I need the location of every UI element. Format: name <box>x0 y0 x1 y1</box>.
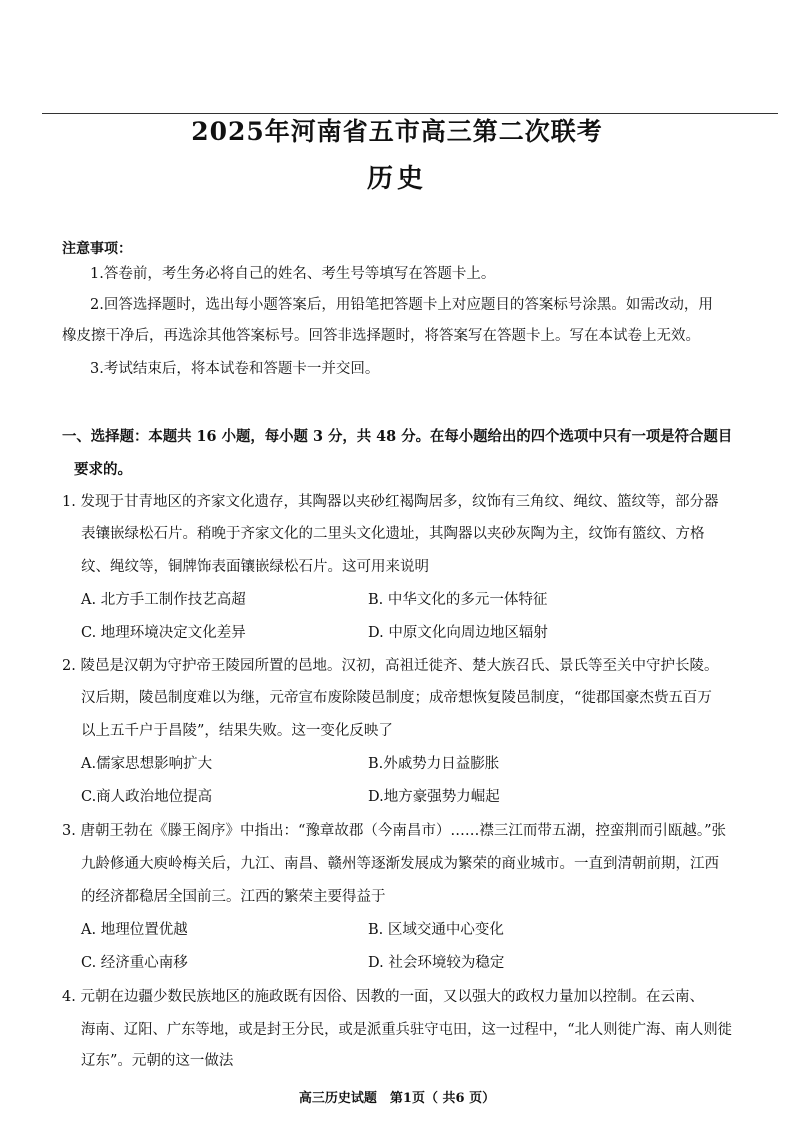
q1-option-a: A. 北方手工制作技艺高超 <box>81 592 246 608</box>
q2-stem-line-3: 以上五千户于昌陵”，结果失败。这一变化反映了 <box>81 723 393 739</box>
q3-option-d: D. 社会环境较为稳定 <box>368 955 505 971</box>
section-heading-line-2: 要求的。 <box>74 461 132 478</box>
notice-item-1: 1.答卷前，考生务必将自己的姓名、考生号等填写在答题卡上。 <box>90 266 496 282</box>
q1-option-d: D. 中原文化向周边地区辐射 <box>368 625 548 641</box>
q3-stem-line-2: 九龄修通大庾岭梅关后，九江、南昌、赣州等逐渐发展成为繁荣的商业城市。一直到清朝前期，江西 <box>81 856 719 872</box>
q2-option-d: D.地方豪强势力崛起 <box>368 789 500 805</box>
notice-heading: 注意事项： <box>62 241 132 257</box>
q3-stem-line-3: 的经济都稳居全国前三。江西的繁荣主要得益于 <box>81 889 386 905</box>
q2-stem-line-1: 2. 陵邑是汉朝为守护帝王陵园所置的邑地。汉初，高祖迁徙齐、楚大族召氏、景氏等至关中守护长陵。 <box>62 658 719 674</box>
q2-option-a: A.儒家思想影响扩大 <box>81 756 213 772</box>
q4-stem-line-1: 4. 元朝在边疆少数民族地区的施政既有因俗、因教的一面，又以强大的政权力量加以控制。在云南、 <box>62 989 704 1005</box>
q1-option-b: B. 中华文化的多元一体特征 <box>368 592 548 608</box>
q3-option-b: B. 区域交通中心变化 <box>368 922 504 938</box>
notice-item-3: 3.考试结束后，将本试卷和答题卡一并交回。 <box>90 361 380 377</box>
q2-option-b: B.外戚势力日益膨胀 <box>368 756 500 772</box>
section-heading-line-1: 一、选择题：本题共 16 小题，每小题 3 分，共 48 分。在每小题给出的四个选项中只有一项是符合题目 <box>62 428 733 445</box>
q2-stem-line-2: 汉后期，陵邑制度难以为继，元帝宣布废除陵邑制度；成帝想恢复陵邑制度，“徙郡国豪杰赀五百万 <box>81 690 712 706</box>
q4-stem-line-3: 辽东”。元朝的这一做法 <box>81 1053 234 1069</box>
q1-option-c: C. 地理环境决定文化差异 <box>81 625 246 641</box>
subject-title: 历史 <box>366 164 427 194</box>
q1-stem-line-1: 1. 发现于甘青地区的齐家文化遗存，其陶器以夹砂红褐陶居多，纹饰有三角纹、绳纹、篮纹等，部分器 <box>62 494 719 510</box>
notice-item-2-line-1: 2.回答选择题时，选出每小题答案后，用铅笔把答题卡上对应题目的答案标号涂黑。如需改动，用 <box>90 297 713 313</box>
exam-title: 2025年河南省五市高三第二次联考 <box>191 117 603 146</box>
q1-stem-line-2: 表镶嵌绿松石片。稍晚于齐家文化的二里头文化遗址，其陶器以夹砂灰陶为主，纹饰有篮纹、方格 <box>81 526 705 542</box>
notice-item-2-line-2: 橡皮擦干净后，再选涂其他答案标号。回答非选择题时，将答案写在答题卡上。写在本试卷上无效。 <box>62 328 700 344</box>
page-footer: 高三历史试题 第1页（ 共6 页） <box>298 1091 496 1106</box>
q4-stem-line-2: 海南、辽阳、广东等地，或是封王分民，或是派重兵驻守屯田，这一过程中，“北人则徙广海、南人则徙 <box>81 1022 732 1038</box>
q3-option-a: A. 地理位置优越 <box>81 922 188 938</box>
q3-option-c: C. 经济重心南移 <box>81 955 188 971</box>
q1-stem-line-3: 纹、绳纹等，铜牌饰表面镶嵌绿松石片。这可用来说明 <box>81 559 429 575</box>
q2-option-c: C.商人政治地位提高 <box>81 789 213 805</box>
q3-stem-line-1: 3. 唐朝王勃在《滕王阁序》中指出：“豫章故郡（今南昌市）……襟三江而带五湖，控蛮荆而引瓯越。”张 <box>62 823 727 839</box>
